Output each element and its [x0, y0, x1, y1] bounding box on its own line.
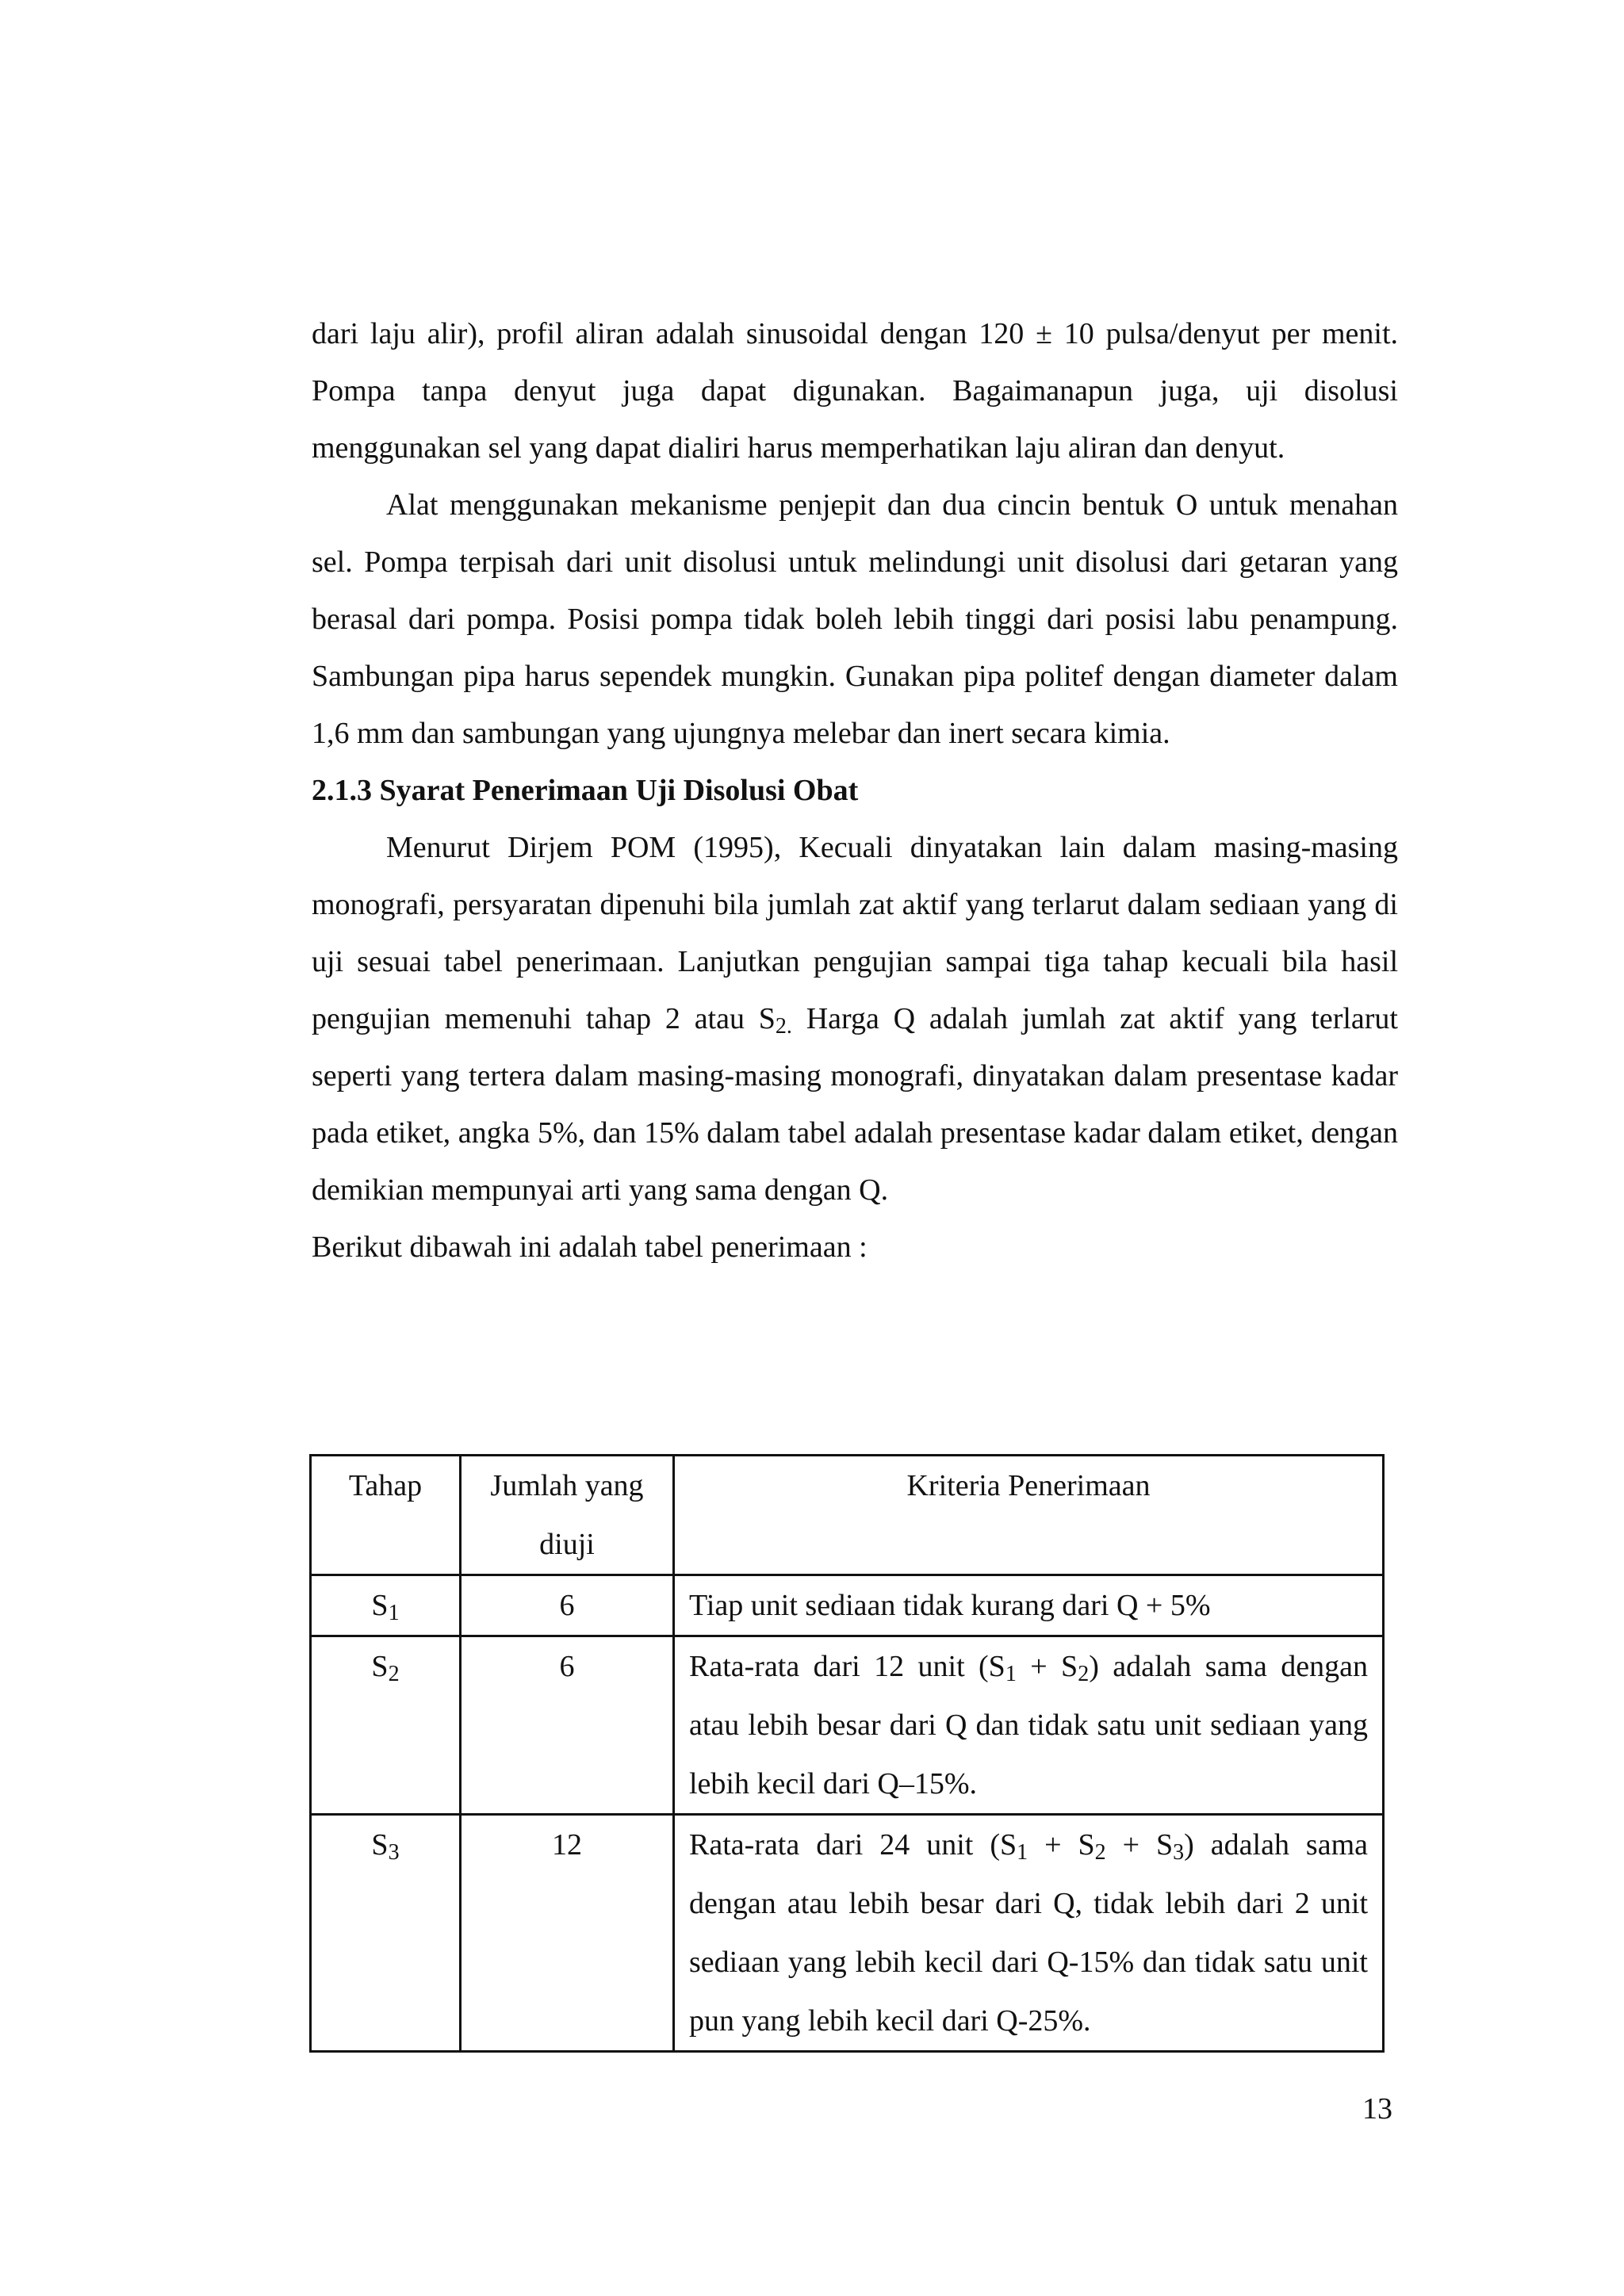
- cell-jumlah: 6: [461, 1636, 674, 1815]
- kriteria-subscript: 2: [1094, 1840, 1106, 1865]
- tahap-subscript: 1: [388, 1601, 400, 1625]
- subscript-s2: 2.: [775, 1014, 792, 1039]
- kriteria-text: + S: [1016, 1650, 1078, 1683]
- header-tahap: Tahap: [311, 1456, 461, 1575]
- table-header-row: [311, 1456, 1384, 1575]
- cell-tahap: [311, 1636, 461, 1815]
- paragraph-acceptance-text-a: Menurut Dirjem POM (1995), Kecuali dinyatakan lain dalam masing-masing monografi, persyaratan dipenuhi bila jumlah zat aktif yang terlarut dalam sediaan yang di uji sesuai tabel penerimaan. Lanjutkan pengujian sampai tiga tahap kecuali bila hasil pengujian memenuhi tahap 2 atau S: [312, 831, 1398, 1035]
- paragraph-acceptance: [312, 819, 1398, 1219]
- kriteria-subscript: 3: [1173, 1840, 1185, 1865]
- paragraph-flow-profile: dari laju alir), profil aliran adalah sinusoidal dengan 120 ± 10 pulsa/denyut per menit. Pompa tanpa denyut juga dapat digunakan. Bagaimanapun juga, uji disolusi menggunakan sel yang dapat dialiri harus memperhatikan laju aliran dan denyut.: [312, 317, 1398, 465]
- tahap-label: S: [371, 1589, 389, 1622]
- table-row: [311, 1575, 1384, 1636]
- header-jumlah: Jumlah yang diuji: [461, 1456, 674, 1575]
- kriteria-text: Tiap unit sediaan tidak kurang dari Q + 5%: [689, 1589, 1211, 1622]
- tahap-label: S: [371, 1828, 389, 1862]
- cell-kriteria: [674, 1636, 1384, 1815]
- table-row: [311, 1815, 1384, 2052]
- cell-jumlah: 6: [461, 1575, 674, 1636]
- kriteria-subscript: 1: [1005, 1662, 1017, 1686]
- paragraph-table-intro: Berikut dibawah ini adalah tabel penerimaan :: [312, 1230, 868, 1264]
- kriteria-text: + S: [1105, 1828, 1174, 1862]
- kriteria-text: ) adalah sama dengan atau lebih besar dari Q dan tidak satu unit sediaan yang lebih kecil dari Q–15%.: [689, 1650, 1369, 1800]
- acceptance-table: [309, 1454, 1385, 2053]
- kriteria-text: ) adalah sama dengan atau lebih besar dari Q, tidak lebih dari 2 unit sediaan yang lebih kecil dari Q-15% dan tidak satu unit pun yang lebih kecil dari Q-25%.: [689, 1828, 1368, 2038]
- kriteria-subscript: 1: [1017, 1840, 1028, 1865]
- table-row: [311, 1636, 1384, 1815]
- cell-tahap: [311, 1575, 461, 1636]
- kriteria-subscript: 2: [1078, 1662, 1090, 1686]
- tahap-label: S: [371, 1650, 389, 1683]
- document-body: [312, 305, 1398, 1276]
- cell-tahap: [311, 1815, 461, 2052]
- paragraph-apparatus: Alat menggunakan mekanisme penjepit dan dua cincin bentuk O untuk menahan sel. Pompa terpisah dari unit disolusi untuk melindungi unit disolusi dari getaran yang berasal dari pompa. Posisi pompa tidak boleh lebih tinggi dari posisi labu penampung. Sambungan pipa harus sependek mungkin. Gunakan pipa politef dengan diameter dalam 1,6 mm dan sambungan yang ujungnya melebar dan inert secara kimia.: [312, 488, 1398, 750]
- kriteria-text: + S: [1028, 1828, 1095, 1862]
- section-heading: 2.1.3 Syarat Penerimaan Uji Disolusi Obat: [312, 774, 859, 807]
- page-number: 13: [1362, 2092, 1392, 2126]
- tahap-subscript: 3: [388, 1840, 400, 1865]
- kriteria-text: Rata-rata dari 24 unit (S: [689, 1828, 1017, 1862]
- paragraph-acceptance-text-b: Harga Q adalah jumlah zat aktif yang terlarut seperti yang tertera dalam masing-masing monografi, dinyatakan dalam presentase kadar pada etiket, angka 5%, dan 15% dalam tabel adalah presentase kadar dalam etiket, dengan demikian mempunyai arti yang sama dengan Q.: [312, 1002, 1398, 1207]
- kriteria-text: Rata-rata dari 12 unit (S: [689, 1650, 1005, 1683]
- cell-kriteria: [674, 1815, 1384, 2052]
- cell-jumlah: 12: [461, 1815, 674, 2052]
- table-body: [311, 1575, 1384, 2052]
- cell-kriteria: [674, 1575, 1384, 1636]
- tahap-subscript: 2: [388, 1662, 400, 1686]
- header-kriteria: Kriteria Penerimaan: [674, 1456, 1384, 1575]
